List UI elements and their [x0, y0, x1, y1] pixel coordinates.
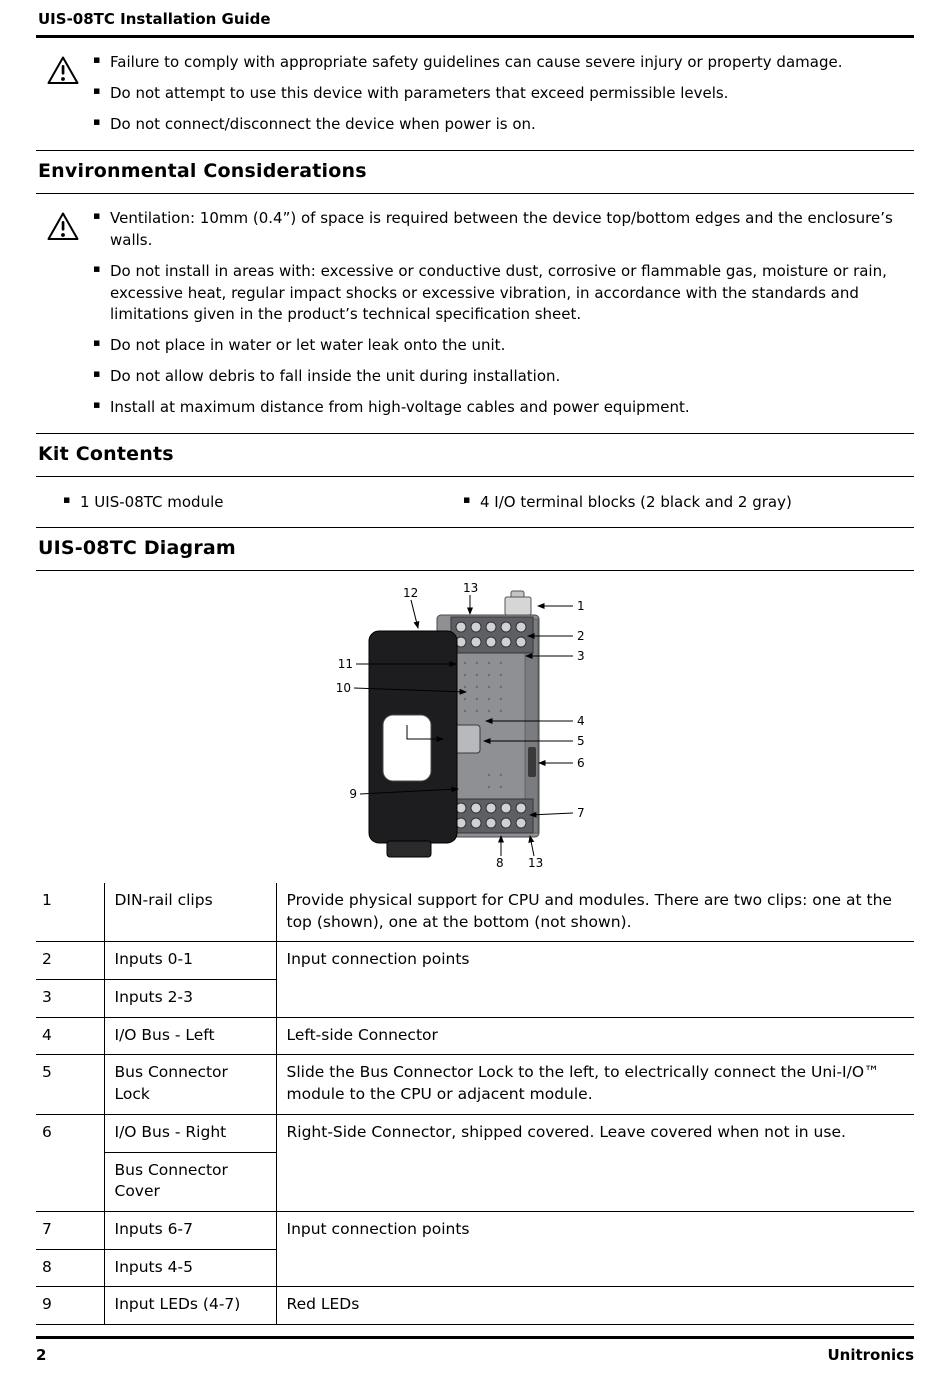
table-row	[36, 1287, 914, 1325]
bullet-icon: ▪	[93, 83, 101, 97]
safety-warning-list	[90, 50, 914, 144]
bullet-item	[90, 114, 914, 136]
io-bus-right-slot	[528, 747, 536, 777]
callout-10: 10	[335, 681, 351, 695]
row-name: Input LEDs (4-7)	[104, 1287, 276, 1325]
section-title: Environmental Considerations	[38, 160, 367, 183]
bullet-item	[90, 366, 914, 388]
row-num: 4	[36, 1017, 104, 1055]
row-num: 7	[36, 1211, 104, 1249]
bullet-icon: ▪	[93, 336, 101, 349]
warning-icon	[36, 50, 90, 86]
bullet-text: 1 UIS-08TC module	[80, 493, 224, 512]
module-diagram-container	[329, 579, 621, 871]
bullet-text: Install at maximum distance from high-voltage cables and power equipment.	[110, 397, 690, 416]
document-title: UIS-08TC Installation Guide	[36, 6, 914, 38]
row-desc: Input connection points	[276, 942, 914, 1017]
bullet-item	[460, 492, 792, 514]
row-name: Bus Connector Cover	[104, 1152, 276, 1211]
section-title: Kit Contents	[38, 443, 174, 466]
row-desc: Right-Side Connector, shipped covered. Leave covered when not in use.	[276, 1114, 914, 1211]
callout-7: 7	[577, 806, 585, 820]
bullet-text: Do not allow debris to fall inside the unit during installation.	[110, 366, 561, 385]
bullet-text: Do not install in areas with: excessive or conductive dust, corrosive or flammable gas, moisture or rain, excessive heat, regular impact shocks or excessive vibration, in accordance with the standards and limitations given in the product’s technical specification sheet.	[110, 261, 887, 324]
row-desc: Input connection points	[276, 1211, 914, 1286]
table-row	[36, 1055, 914, 1114]
row-name: Inputs 4-5	[104, 1249, 276, 1287]
bullet-item	[90, 83, 914, 105]
row-name: I/O Bus - Left	[104, 1017, 276, 1055]
callout-11: 11	[337, 657, 353, 671]
row-num: 9	[36, 1287, 104, 1325]
row-desc: Provide physical support for CPU and modules. There are two clips: one at the top (shown), one at the bottom (not shown).	[276, 883, 914, 942]
callout-5: 5	[577, 734, 585, 748]
bullet-icon: ▪	[93, 209, 101, 223]
bullet-text: Do not place in water or let water leak onto the unit.	[110, 336, 506, 354]
kit-contents-list	[36, 477, 914, 527]
bullet-text: Do not attempt to use this device with parameters that exceed permissible levels.	[110, 83, 729, 102]
module-diagram	[329, 579, 599, 871]
bottom-terminal-block	[451, 799, 533, 833]
bullet-item	[60, 492, 460, 514]
bullet-text: Failure to comply with appropriate safety guidelines can cause severe injury or property damage.	[110, 53, 843, 71]
din-rail-clip	[505, 591, 531, 615]
callout-3: 3	[577, 649, 585, 663]
page-number: 2	[36, 1346, 47, 1364]
row-desc: Red LEDs	[276, 1287, 914, 1325]
row-name: Bus Connector Lock	[104, 1055, 276, 1114]
row-num: 5	[36, 1055, 104, 1114]
environmental-warning-list	[90, 206, 914, 427]
table-row	[36, 942, 914, 980]
callout-9: 9	[349, 787, 357, 801]
section-diagram	[36, 527, 914, 571]
bullet-text: 4 I/O terminal blocks (2 black and 2 gray)	[480, 493, 792, 512]
callout-1: 1	[577, 599, 585, 613]
section-title: UIS-08TC Diagram	[38, 537, 236, 559]
bullet-icon: ▪	[93, 366, 101, 380]
row-num: 8	[36, 1249, 104, 1287]
top-terminal-block	[451, 617, 533, 653]
bullet-icon: ▪	[93, 397, 101, 411]
bullet-icon: ▪	[93, 114, 101, 128]
table-row	[36, 1211, 914, 1249]
callout-6: 6	[577, 756, 585, 770]
bullet-item	[90, 335, 914, 357]
page-footer	[36, 1336, 914, 1364]
bullet-icon: ▪	[93, 261, 101, 275]
bullet-icon: ▪	[63, 493, 71, 507]
bullet-icon: ▪	[93, 53, 101, 66]
row-name: Inputs 6-7	[104, 1211, 276, 1249]
row-desc: Left-side Connector	[276, 1017, 914, 1055]
front-panel	[369, 631, 457, 857]
callout-13-bottom: 13	[528, 856, 544, 870]
callout-8: 8	[496, 856, 504, 870]
row-num: 1	[36, 883, 104, 942]
callout-12: 12	[403, 586, 419, 600]
bullet-icon: ▪	[463, 493, 471, 507]
bullet-item	[90, 397, 914, 419]
callout-13-top: 13	[463, 581, 479, 595]
table-row	[36, 1017, 914, 1055]
row-num: 2	[36, 942, 104, 980]
row-name: Inputs 2-3	[104, 980, 276, 1018]
bullet-item	[90, 261, 914, 326]
row-num: 6	[36, 1114, 104, 1211]
row-desc: Slide the Bus Connector Lock to the left, to electrically connect the Uni-I/O™ module to the CPU or adjacent module.	[276, 1055, 914, 1114]
bullet-text: Ventilation: 10mm (0.4”) of space is required between the device top/bottom edges and the enclosure’s walls.	[110, 209, 893, 249]
parts-table	[36, 883, 914, 1325]
row-name: Inputs 0-1	[104, 942, 276, 980]
bullet-item	[90, 52, 914, 74]
row-name: DIN-rail clips	[104, 883, 276, 942]
callout-2: 2	[577, 629, 585, 643]
environmental-warning-block	[36, 194, 914, 433]
section-environmental-considerations	[36, 150, 914, 194]
row-num: 3	[36, 980, 104, 1018]
bullet-text: Do not connect/disconnect the device when power is on.	[110, 114, 536, 133]
table-row	[36, 1114, 914, 1152]
bullet-item	[90, 208, 914, 252]
table-row	[36, 883, 914, 942]
brand-name: Unitronics	[827, 1346, 914, 1364]
row-name: I/O Bus - Right	[104, 1114, 276, 1152]
callout-4: 4	[577, 714, 585, 728]
safety-warning-block	[36, 38, 914, 150]
warning-icon	[36, 206, 90, 242]
section-kit-contents	[36, 433, 914, 477]
